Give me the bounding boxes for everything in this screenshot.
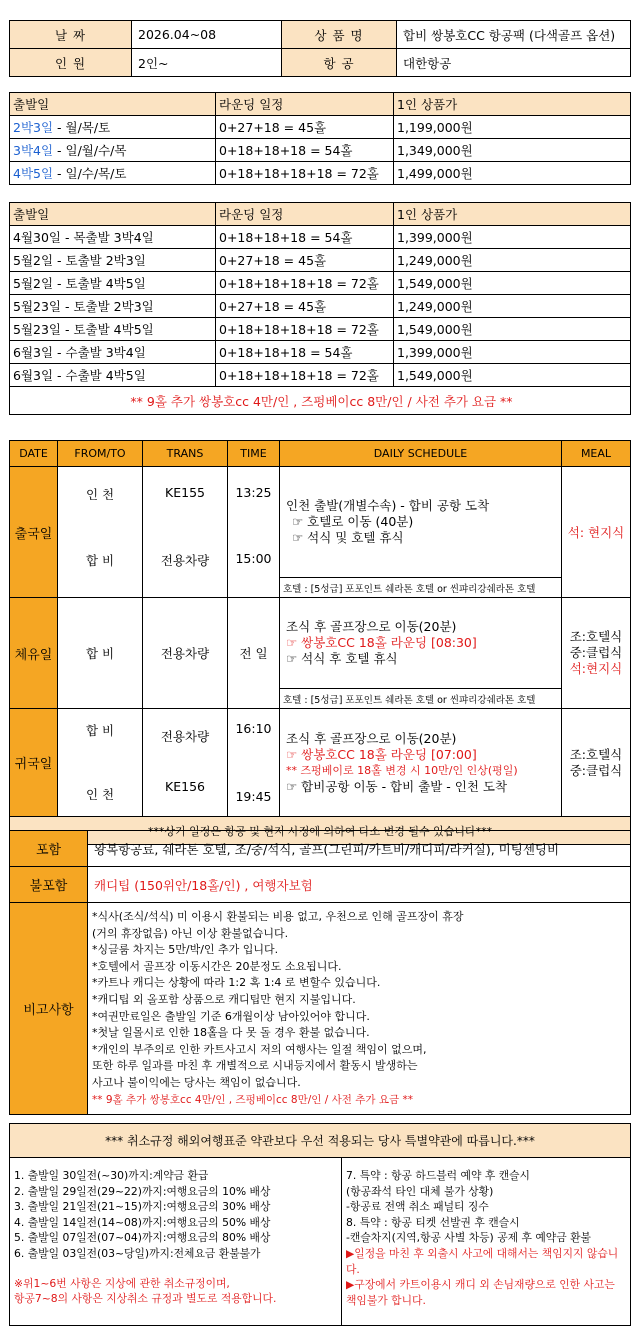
rounding-cell: 0+27+18 = 45홀	[216, 116, 394, 139]
airline-value: 대한항공	[397, 49, 631, 77]
cancel-rule: (항공좌석 타인 대체 불가 상황)	[346, 1184, 494, 1198]
cancel-table	[9, 1123, 631, 1326]
exclude-label: 불포함	[10, 867, 88, 903]
price-cell: 1,399,000원	[394, 226, 631, 249]
day3-to: 인 천	[85, 787, 115, 802]
day3-from: 합 비	[85, 723, 115, 738]
departure-nights: 3박4일	[13, 143, 54, 158]
col-header-departure: 출발일	[10, 93, 216, 116]
memo-line: *카트나 캐디는 상황에 따라 1:2 혹 1:4 로 변할수 있습니다.	[92, 976, 381, 990]
rounding-cell: 0+27+18 = 45홀	[216, 295, 394, 318]
day1-from-to	[58, 467, 143, 598]
price-table-1-section	[9, 92, 631, 185]
cancel-rule: 1. 출발일 30일전(~30)까지:계약금 환급	[14, 1169, 209, 1182]
cancel-rule: 2. 출발일 29일전(29~22)까지:여행요금의 10% 배상	[14, 1184, 271, 1198]
departure-cell	[10, 116, 216, 139]
day2-schedule	[280, 598, 562, 689]
price-cell: 1,249,000원	[394, 249, 631, 272]
table-row	[10, 295, 631, 318]
memo-extra-charge: ** 9홀 추가 쌍봉호cc 4만/인 , 즈펑베이cc 8만/인 / 사전 추가 요금 **	[92, 1093, 413, 1106]
product-label: 상 품 명	[282, 21, 397, 49]
table-row	[10, 249, 631, 272]
day3-meal-breakfast: 조:호텔식	[569, 746, 623, 762]
day3-schedule	[280, 709, 562, 817]
price-table-1	[9, 92, 631, 185]
memo-content	[88, 903, 631, 1115]
rounding-cell: 0+18+18+18+18 = 72홀	[216, 272, 394, 295]
price-table-2-section	[9, 202, 631, 415]
cancel-right-column	[342, 1158, 631, 1326]
day3-label: 귀국일	[10, 709, 58, 817]
table-row	[10, 318, 631, 341]
cancel-left-column	[10, 1158, 342, 1326]
cancel-note: ▶구장에서 카트이용시 캐디 외 손님재량으로 인한 사고는 책임불가 합니다.	[346, 1278, 615, 1307]
cancel-rule: -캔슬차지(지역,항공 사별 차등) 공제 후 예약금 환불	[346, 1231, 591, 1245]
day2-rounding-line: ☞ 쌍봉호CC 18홀 라운딩 [08:30]	[286, 635, 477, 650]
col-header-daily-schedule: DAILY SCHEDULE	[280, 441, 562, 467]
day3-meal-lunch: 중:클럽식	[569, 762, 623, 778]
col-header-meal: MEAL	[562, 441, 631, 467]
day1-hotel: 호텔 : [5성급] 포포인트 쉐라톤 호텔 or 씬퍄리강쉐라톤 호텔	[280, 578, 562, 598]
day1-time	[228, 467, 280, 598]
day2-label: 체유일	[10, 598, 58, 709]
cancel-note: ▶일정을 마친 후 외출시 사고에 대해서는 책임지지 않습니다.	[346, 1246, 619, 1276]
include-label: 포함	[10, 831, 88, 867]
departure-nights: 2박3일	[13, 120, 54, 135]
departure-cell: 5월2일 - 토출발 4박5일	[10, 272, 216, 295]
day3-change-note: ** 즈펑베이로 18홀 변경 시 10만/인 인상(평일)	[286, 763, 518, 777]
day1-vehicle: 전용차량	[160, 553, 210, 568]
day3-flight: KE156	[165, 779, 205, 794]
day3-time	[228, 709, 280, 817]
departure-cell: 6월3일 - 수출발 4박5일	[10, 364, 216, 387]
table-row	[10, 272, 631, 295]
day1-label: 출국일	[10, 467, 58, 598]
rounding-cell: 0+18+18+18 = 54홀	[216, 341, 394, 364]
col-header-from-to: FROM/TO	[58, 441, 143, 467]
day2-time: 전 일	[228, 598, 280, 709]
product-value: 합비 쌍봉호CC 항공팩 (다색골프 옵션)	[397, 21, 631, 49]
day1-time-arrive: 15:00	[235, 551, 272, 566]
col-header-price: 1인 상품가	[394, 203, 631, 226]
memo-line: 또한 하루 일과를 마친 후 개별적으로 시내등지에서 활동시 발생하는	[92, 1059, 418, 1073]
cancel-rule: 4. 출발일 14일전(14~08)까지:여행요금의 50% 배상	[14, 1215, 271, 1229]
memo-line: *식사(조식/석식) 미 이용시 환불되는 비용 없고, 우천으로 인해 골프장이 휴장	[92, 910, 464, 923]
rounding-cell: 0+18+18+18 = 54홀	[216, 139, 394, 162]
day1-line: ☞ 호텔로 이동 (40분)	[292, 514, 414, 529]
day2-meal-dinner: 석:현지식	[569, 661, 623, 676]
col-header-rounding: 라운딩 일정	[216, 203, 394, 226]
rounding-cell: 0+18+18+18+18 = 72홀	[216, 318, 394, 341]
price-cell: 1,199,000원	[394, 116, 631, 139]
memo-line: *여권만료일은 출발일 기준 6개월이상 남아있어야 합니다.	[92, 1009, 370, 1023]
col-header-time: TIME	[228, 441, 280, 467]
day3-line: ☞ 합비공항 이동 - 합비 출발 - 인천 도착	[286, 778, 508, 794]
day2-meal-breakfast: 조:호텔식	[569, 629, 623, 644]
table-row	[10, 364, 631, 387]
day2-line: ☞ 석식 후 호텔 휴식	[286, 651, 398, 666]
day1-from: 인 천	[85, 487, 115, 502]
price-cell: 1,549,000원	[394, 318, 631, 341]
cancel-rule: -항공료 전액 취소 패널티 징수	[346, 1200, 489, 1214]
rounding-cell: 0+18+18+18+18 = 72홀	[216, 364, 394, 387]
price-cell: 1,499,000원	[394, 162, 631, 185]
table-row	[10, 226, 631, 249]
day3-time-arrive: 19:45	[235, 789, 272, 804]
col-header-rounding: 라운딩 일정	[216, 93, 394, 116]
cancel-note: ※위1~6번 사항은 지상에 관한 취소규정이며,	[14, 1276, 230, 1290]
day2-meal-lunch: 중:클럽식	[569, 645, 623, 660]
day2-line: 조식 후 골프장으로 이동(20분)	[286, 619, 457, 634]
cancel-rule: 6. 출발일 03일전(03~당일)까지:전체요금 환불불가	[14, 1246, 261, 1260]
table-row	[10, 341, 631, 364]
rounding-cell: 0+27+18 = 45홀	[216, 249, 394, 272]
departure-cell: 5월23일 - 토출발 4박5일	[10, 318, 216, 341]
day2-from: 합 비	[58, 598, 143, 709]
rounding-cell: 0+18+18+18+18 = 72홀	[216, 162, 394, 185]
day2-hotel: 호텔 : [5성급] 포포인트 쉐라톤 호텔 or 씬퍄리강쉐라톤 호텔	[280, 689, 562, 709]
departure-days: - 월/목/토	[53, 120, 111, 135]
departure-cell: 5월2일 - 토출발 2박3일	[10, 249, 216, 272]
departure-cell: 5월23일 - 토출발 2박3일	[10, 295, 216, 318]
airline-label: 항 공	[282, 49, 397, 77]
price-cell: 1,249,000원	[394, 295, 631, 318]
day2-trans: 전용차량	[143, 598, 228, 709]
col-header-price: 1인 상품가	[394, 93, 631, 116]
departure-days: - 일/수/목/토	[53, 166, 127, 181]
day3-trans	[143, 709, 228, 817]
memo-line: (거의 휴장없음) 아닌 이상 환불없습니다.	[92, 926, 289, 940]
include-table	[9, 830, 631, 1115]
people-label: 인 원	[10, 49, 132, 77]
day1-time-depart: 13:25	[235, 485, 272, 500]
day3-rounding-line: ☞ 쌍봉호CC 18홀 라운딩 [07:00]	[286, 746, 477, 762]
col-header-date: DATE	[10, 441, 58, 467]
header-section	[9, 20, 631, 77]
schedule-change-note: ***상기 일정은 항공 및 현지 사정에 의하여 다소 변경 될수 있습니다***	[10, 817, 631, 845]
people-value: 2인~	[132, 49, 282, 77]
day1-trans	[143, 467, 228, 598]
memo-line: *싱글룸 차지는 5만/박/인 추가 입니다.	[92, 943, 279, 957]
memo-line: *개인의 부주의로 인한 카트사고시 저의 여행사는 일절 책임이 없으며,	[92, 1042, 427, 1056]
price-cell: 1,549,000원	[394, 272, 631, 295]
price-cell: 1,549,000원	[394, 364, 631, 387]
cancel-section	[9, 1123, 631, 1326]
date-value: 2026.04~08	[132, 21, 282, 49]
price-cell: 1,349,000원	[394, 139, 631, 162]
cancel-rule: 7. 특약 : 항공 하드블럭 예약 후 캔슬시	[346, 1169, 530, 1182]
table-row	[10, 162, 631, 185]
header-table	[9, 20, 631, 77]
departure-cell: 6월3일 - 수출발 3박4일	[10, 341, 216, 364]
memo-label: 비고사항	[10, 903, 88, 1115]
memo-line: *첫날 일몰시로 인한 18홀을 다 못 돌 경우 환불 없습니다.	[92, 1026, 370, 1040]
departure-days: - 일/월/수/목	[53, 143, 127, 158]
cancel-rule: 8. 특약 : 항공 티켓 선발권 후 캔슬시	[346, 1215, 520, 1229]
table-row	[10, 116, 631, 139]
departure-cell	[10, 139, 216, 162]
price-cell: 1,399,000원	[394, 341, 631, 364]
day3-meal	[562, 709, 631, 817]
memo-line: *호텔에서 골프장 이동시간은 20분정도 소요됩니다.	[92, 959, 342, 973]
departure-nights: 4박5일	[13, 166, 54, 181]
memo-line: *캐디팁 외 올포함 상품으로 캐디팁만 현지 지불입니다.	[92, 992, 356, 1006]
day1-schedule	[280, 467, 562, 578]
day3-line: 조식 후 골프장으로 이동(20분)	[286, 730, 457, 746]
include-section	[9, 830, 631, 1115]
rounding-cell: 0+18+18+18 = 54홀	[216, 226, 394, 249]
cancel-title: *** 취소규정 해외여행표준 약관보다 우선 적용되는 당사 특별약관에 따릅니다.***	[10, 1124, 631, 1158]
cancel-rule: 5. 출발일 07일전(07~04)까지:여행요금의 80% 배상	[14, 1231, 271, 1245]
schedule-table	[9, 440, 631, 845]
col-header-departure: 출발일	[10, 203, 216, 226]
day1-line: ☞ 석식 및 호텔 휴식	[292, 530, 404, 545]
departure-cell: 4월30일 - 목출발 3박4일	[10, 226, 216, 249]
day2-meal	[562, 598, 631, 709]
schedule-section	[9, 440, 631, 845]
include-value: 왕복항공료, 쉐라톤 호텔, 조/중/석식, 골프(그린피/카트비/캐디피/라커실), 미팅센딩비	[88, 831, 631, 867]
cancel-rule: 3. 출발일 21일전(21~15)까지:여행요금의 30% 배상	[14, 1200, 271, 1214]
table-row	[10, 139, 631, 162]
extra-charge-note: ** 9홀 추가 쌍봉호cc 4만/인 , 즈펑베이cc 8만/인 / 사전 추가 요금 **	[10, 387, 631, 415]
day1-line: 인천 출발(개별수속) - 합비 공항 도착	[286, 498, 490, 513]
date-label: 날 짜	[10, 21, 132, 49]
col-header-trans: TRANS	[143, 441, 228, 467]
day3-time-depart: 16:10	[235, 721, 272, 736]
price-table-2	[9, 202, 631, 415]
day3-vehicle: 전용차량	[160, 729, 210, 744]
departure-cell	[10, 162, 216, 185]
day3-from-to	[58, 709, 143, 817]
memo-line: 사고나 불이익에는 당사는 책임이 없습니다.	[92, 1075, 301, 1089]
day1-meal: 석: 현지식	[562, 467, 631, 598]
day1-to: 합 비	[85, 553, 115, 568]
day1-flight: KE155	[165, 485, 205, 500]
cancel-note: 항공7~8의 사항은 지상취소 규정과 별도로 적용합니다.	[14, 1292, 277, 1306]
exclude-value: 캐디팁 (150위안/18홀/인) , 여행자보험	[88, 867, 631, 903]
